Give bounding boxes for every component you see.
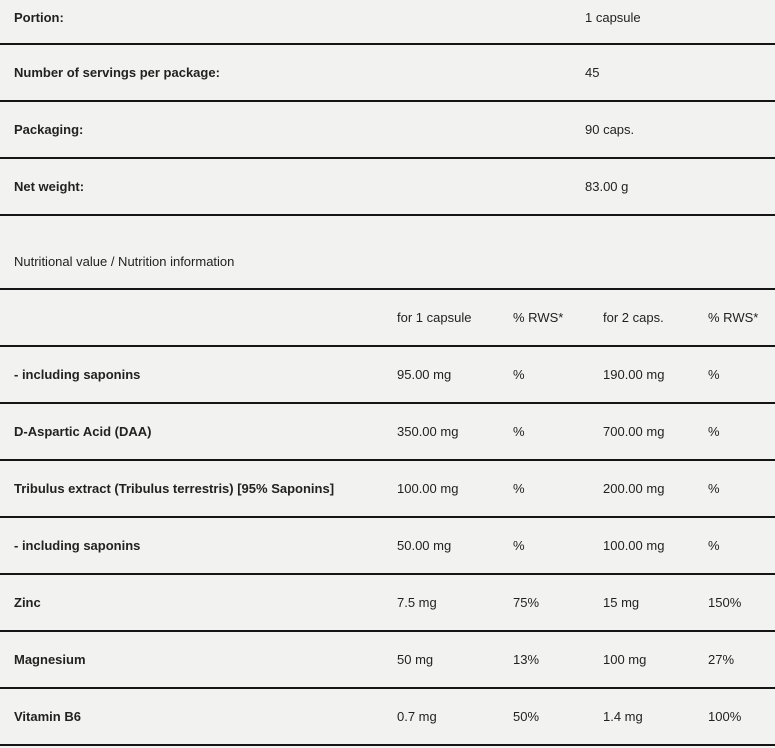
rws-per-2-caps: %	[708, 538, 720, 553]
ingredient-label: Magnesium	[14, 652, 86, 667]
rws-per-2-caps: %	[708, 424, 720, 439]
ingredient-label: Zinc	[14, 595, 41, 610]
table-row	[0, 347, 775, 404]
amount-per-1-capsule: 350.00 mg	[397, 424, 459, 439]
row-label: Packaging:	[14, 122, 84, 137]
header-cell-rws-2: % RWS*	[708, 310, 759, 325]
ingredient-label: - including saponins	[14, 538, 141, 553]
ingredient-label: Tribulus extract (Tribulus terrestris) [95% Saponins]	[14, 481, 335, 496]
rws-per-1-capsule: 13%	[513, 652, 540, 667]
amount-per-2-caps: 1.4 mg	[603, 709, 643, 724]
amount-per-2-caps: 700.00 mg	[603, 424, 665, 439]
amount-per-1-capsule: 100.00 mg	[397, 481, 459, 496]
rws-per-1-capsule: %	[513, 367, 525, 382]
header-cell-per-2-caps: for 2 caps.	[603, 310, 664, 325]
rws-per-1-capsule: %	[513, 424, 525, 439]
rws-per-1-capsule: 75%	[513, 595, 540, 610]
ingredient-label: D-Aspartic Acid (DAA)	[14, 424, 152, 439]
rws-per-1-capsule: %	[513, 481, 525, 496]
rws-per-2-caps: %	[708, 481, 720, 496]
row-label: Portion:	[14, 9, 64, 25]
nutrition-table	[0, 235, 775, 746]
amount-per-1-capsule: 0.7 mg	[397, 709, 437, 724]
row-value: 1 capsule	[585, 9, 641, 25]
rws-per-1-capsule: %	[513, 538, 525, 553]
table-row	[0, 45, 775, 102]
table-row	[0, 575, 775, 632]
table-row	[0, 461, 775, 518]
amount-per-1-capsule: 50 mg	[397, 652, 434, 667]
header-cell-per-1-capsule: for 1 capsule	[397, 310, 472, 325]
rws-per-1-capsule: 50%	[513, 709, 540, 724]
ingredient-label: - including saponins	[14, 367, 141, 382]
rws-per-2-caps: %	[708, 367, 720, 382]
table-row	[0, 159, 775, 216]
amount-per-1-capsule: 50.00 mg	[397, 538, 452, 553]
amount-per-1-capsule: 95.00 mg	[397, 367, 452, 382]
nutrition-table-caption-row	[0, 235, 775, 290]
amount-per-2-caps: 100 mg	[603, 652, 647, 667]
row-label: Net weight:	[14, 179, 85, 194]
amount-per-1-capsule: 7.5 mg	[397, 595, 437, 610]
row-label: Number of servings per package:	[14, 65, 220, 80]
table-row	[0, 0, 775, 45]
ingredient-label: Vitamin B6	[14, 709, 81, 724]
rws-per-2-caps: 150%	[708, 595, 742, 610]
amount-per-2-caps: 190.00 mg	[603, 367, 665, 382]
table-row	[0, 632, 775, 689]
header-cell-rws-1: % RWS*	[513, 310, 564, 325]
table-row	[0, 102, 775, 159]
table-row	[0, 518, 775, 575]
table-row	[0, 404, 775, 461]
rws-per-2-caps: 100%	[708, 709, 742, 724]
product-info-table	[0, 0, 775, 216]
amount-per-2-caps: 15 mg	[603, 595, 640, 610]
row-value: 45	[585, 65, 600, 80]
nutrition-table-caption: Nutritional value / Nutrition information	[14, 254, 235, 269]
row-value: 90 caps.	[585, 122, 635, 137]
amount-per-2-caps: 200.00 mg	[603, 481, 665, 496]
nutrition-table-header-row	[0, 290, 775, 347]
row-value: 83.00 g	[585, 179, 629, 194]
amount-per-2-caps: 100.00 mg	[603, 538, 665, 553]
rws-per-2-caps: 27%	[708, 652, 735, 667]
table-row	[0, 689, 775, 746]
